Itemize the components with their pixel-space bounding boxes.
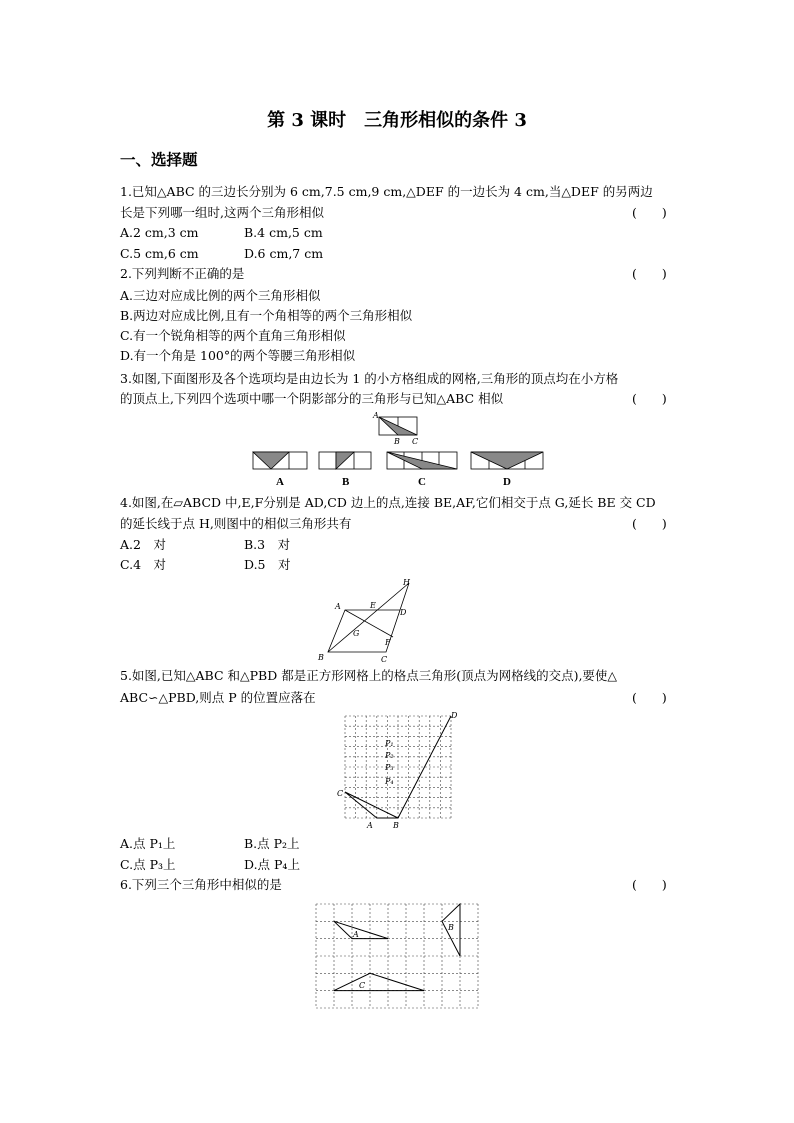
q1-stem-line1: 1.已知△ABC 的三边长分别为 6 cm,7.5 cm,9 cm,△DEF 的一边长为 4 cm,当△DEF 的另两边: [120, 184, 653, 199]
q4-label-c: C: [381, 655, 388, 664]
q4-option-b: B.3 对: [244, 537, 291, 552]
q4-option-a: A.2 对: [120, 537, 166, 552]
q5-stem-line2: ABC∽△PBD,则点 P 的位置应落在: [120, 690, 316, 705]
q4-answer-bracket: ( ): [632, 516, 667, 531]
q6-answer-bracket: ( ): [632, 877, 667, 892]
q4-label-e: E: [370, 601, 376, 610]
q3-option-label-b: B: [342, 476, 350, 488]
section-heading: 一、选择题: [120, 150, 198, 169]
q4-label-f: F: [385, 638, 391, 647]
q3-options-figure: [250, 450, 550, 490]
q2-option-a: A.三边对应成比例的两个三角形相似: [120, 288, 321, 303]
q4-option-d: D.5 对: [244, 557, 291, 572]
q3-choice-c: [387, 452, 457, 469]
q1-stem-line2: 长是下列哪一组时,这两个三角形相似: [120, 205, 324, 220]
q1-option-a: A.2 cm,3 cm: [120, 225, 199, 240]
q3-option-label-d: D: [503, 476, 511, 488]
q4-label-h: H: [403, 578, 410, 587]
q6-grid-figure: [308, 898, 488, 1016]
q5-label-c: C: [337, 789, 344, 798]
q5-option-a: A.点 P₁上: [120, 836, 176, 851]
q5-grid-figure: [335, 710, 465, 832]
q6-label-a: A: [353, 930, 359, 939]
q5-option-c: C.点 P₃上: [120, 857, 176, 872]
q1-option-b: B.4 cm,5 cm: [244, 225, 323, 240]
q1-option-d: D.6 cm,7 cm: [244, 246, 324, 261]
q3-label-b: B: [394, 437, 400, 446]
q3-choice-a: [253, 452, 307, 469]
q5-option-d: D.点 P₄上: [244, 857, 300, 872]
q2-stem: 2.下列判断不正确的是: [120, 266, 245, 281]
q1-option-c: C.5 cm,6 cm: [120, 246, 199, 261]
q5-answer-bracket: ( ): [632, 690, 667, 705]
q3-choice-d: [471, 452, 543, 469]
q5-option-b: B.点 P₂上: [244, 836, 300, 851]
q2-option-d: D.有一个角是 100°的两个等腰三角形相似: [120, 348, 356, 363]
q4-stem-line1: 4.如图,在▱ABCD 中,E,F分别是 AD,CD 边上的点,连接 BE,AF,它们相交于点 G,延长 BE 交 CD: [120, 495, 656, 510]
q3-option-label-c: C: [418, 476, 426, 488]
q3-answer-bracket: ( ): [632, 391, 667, 406]
q5-label-d: D: [451, 711, 458, 720]
q4-label-b: B: [318, 653, 324, 662]
q4-label-d: D: [400, 608, 407, 617]
q6-label-b: B: [448, 923, 454, 932]
q5-label-p1: P₁: [385, 739, 394, 748]
q3-given-figure: [370, 412, 430, 448]
q4-parallelogram-figure: [305, 575, 425, 667]
q4-option-c: C.4 对: [120, 557, 167, 572]
q1-answer-bracket: ( ): [632, 205, 667, 220]
q2-answer-bracket: ( ): [632, 266, 667, 281]
page-title: 第 3 课时 三角形相似的条件 3: [267, 110, 527, 131]
q4-label-g: G: [353, 629, 360, 638]
q3-stem-line2: 的顶点上,下列四个选项中哪一个阴影部分的三角形与已知△ABC 相似: [120, 391, 504, 406]
q2-option-c: C.有一个锐角相等的两个直角三角形相似: [120, 328, 346, 343]
q3-label-c: C: [412, 437, 419, 446]
q5-label-p2: P₂: [385, 751, 394, 760]
q4-stem-line2: 的延长线于点 H,则图中的相似三角形共有: [120, 516, 352, 531]
q5-label-p3: P₃: [385, 763, 394, 772]
q3-choice-b: [319, 452, 371, 469]
q5-stem-line1: 5.如图,已知△ABC 和△PBD 都是正方形网格上的格点三角形(顶点为网格线的交点),要使△: [120, 668, 618, 683]
q5-label-p4: P₄: [385, 777, 394, 786]
q5-label-b: B: [393, 821, 399, 830]
q3-stem-line1: 3.如图,下面图形及各个选项均是由边长为 1 的小方格组成的网格,三角形的顶点均在小方格: [120, 371, 619, 386]
q3-label-a: A: [373, 411, 379, 420]
q2-option-b: B.两边对应成比例,且有一个角相等的两个三角形相似: [120, 308, 413, 323]
q6-label-c: C: [359, 981, 366, 990]
q5-label-a: A: [367, 821, 373, 830]
q3-option-label-a: A: [276, 476, 284, 488]
q6-stem: 6.下列三个三角形中相似的是: [120, 877, 282, 892]
q4-label-a: A: [335, 602, 341, 611]
